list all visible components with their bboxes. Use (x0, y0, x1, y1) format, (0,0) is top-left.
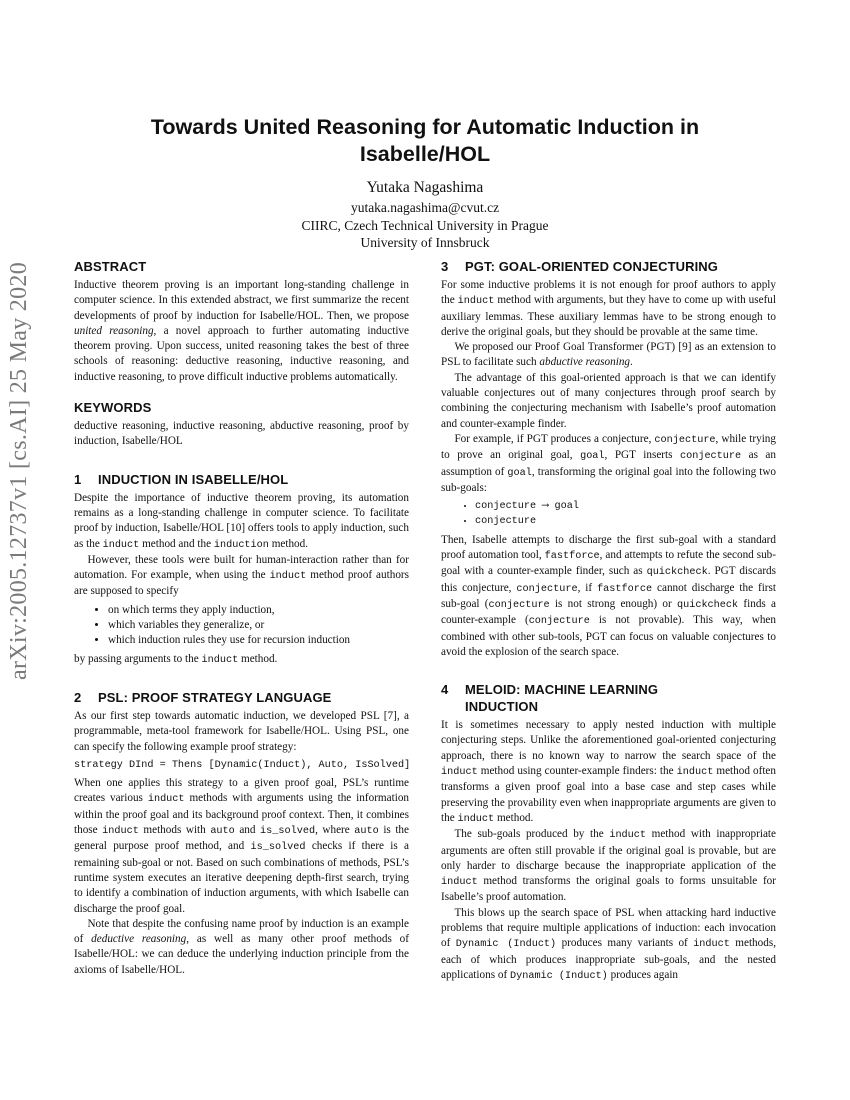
section-3-heading: 3 PGT: GOAL-ORIENTED CONJECTURING (441, 259, 718, 274)
section-1-paragraph-2: However, these tools were built for human-interaction rather than for automation. For example, when using the induct method proof authors are supposed to specify (74, 553, 409, 598)
section-1-paragraph-1: Despite the importance of inductive theorem proving, its automation remains as a long-standing challenge in computer science. To facilitate proof by induction, Isabelle/HOL [10] offers tools to apply induction, such as the induct method and the induction method. (74, 491, 409, 551)
author-block (200, 178, 650, 252)
abstract-paragraph: Inductive theorem proving is an important long-standing challenge in computer science. In this extended abstract, we first summarize the recent developments of proof by induction for Isabelle/HOL. Then, we propose united reasoning, a novel approach to further automating inductive theorem proving. Upon success, united reasoning takes the best of three schools of reasoning: deductive reasoning, inductive reasoning, and inductive reasoning, to prove difficult inductive problems automatically. (74, 279, 409, 383)
section-4-paragraph-1: It is sometimes necessary to apply nested induction with multiple conjecturing steps. Unlike the aforementioned goal-oriented conjecturing approach, there is no known way to narrow the search space of the induct method using counter-example finders: the induct method often transforms a given proof goal into a base case and step cases while preserving the provability even when inappropriate arguments are given to the induct method. (441, 719, 776, 825)
author-name: Yutaka Nagashima (366, 179, 484, 196)
author-affiliation-1: CIIRC, Czech Technical University in Prague (301, 217, 549, 233)
author-affiliation-2: University of Innsbruck (360, 235, 490, 250)
left-column (74, 258, 409, 978)
section-2-paragraph-3: Note that despite the confusing name proof by induction is an example of deductive reasoning, as well as many other proof methods of Isabelle/HOL: we can deduce the underlying induction principle from the axioms of Isabelle/HOL. (74, 917, 409, 976)
section-1-paragraph-3: by passing arguments to the induct method. (74, 652, 278, 666)
section-3-paragraph-4: For example, if PGT produces a conjecture, conjecture, while trying to prove an original goal, goal, PGT inserts conjecture as an assumption of goal, transforming the original goal into the following two sub-goals: (441, 432, 776, 494)
list-item: • which induction rules they use for recursion induction (108, 633, 409, 648)
section-1-bullet-list (74, 603, 409, 649)
keywords-text: deductive reasoning, inductive reasoning, abductive reasoning, proof by induction, Isabelle/HOL (74, 420, 409, 448)
section-3-paragraph-1: For some inductive problems it is not enough for proof authors to apply the induct method with arguments, but they have to come up with useful auxiliary lemmas. These auxiliary lemmas have to be strong enough to derive the original goals, but they should be provable at the same time. (441, 279, 776, 338)
right-column (441, 258, 776, 984)
list-item: • conjecture (475, 514, 776, 529)
arxiv-identifier-stamp: arXiv:2005.12737v1 [cs.AI] 25 May 2020 (6, 261, 32, 680)
paper-title: Towards United Reasoning for Automatic Induction in Isabelle/HOL (150, 115, 700, 166)
strategy-code-line: strategy DInd = Thens [Dynamic(Induct), Auto, IsSolved] (74, 759, 411, 771)
section-1-heading: 1 INDUCTION IN ISABELLE/HOL (74, 471, 289, 487)
section-2-heading: 2 PSL: PROOF STRATEGY LANGUAGE (74, 689, 332, 705)
section-4-heading: 4 MELOID: MACHINE LEARNING INDUCTION (441, 682, 659, 715)
section-3-subgoal-list (441, 499, 776, 530)
section-3-paragraph-5: Then, Isabelle attempts to discharge the first sub-goal with a standard proof automation tool, fastforce, and attempts to refute the second sub-goal with a counter-example finder, such as quickcheck. PGT discards this conjecture, conjecture, if fastforce cannot discharge the first sub-goal (conjecture is not strong enough) or quickcheck finds a counter-example (conjecture is not provable). This way, when combined with other sub-tools, PGT can focus on valuable conjectures to avoid the explosion of the search space. (441, 533, 777, 658)
section-4-paragraph-2: The sub-goals produced by the induct method with inappropriate arguments are often still provable if the original goal is provable, but are only harder to discharge because the inappropriate application of the induct method transforms the original goals to forms unsuitable for Isabelle’s proof automation. (441, 828, 776, 904)
list-item: • conjecture ⟶ goal (475, 499, 776, 514)
list-item: • which variables they generalize, or (108, 618, 409, 633)
section-3-paragraph-3: The advantage of this goal-oriented approach is that we can identify valuable conjectures out of many conjectures through proof search by combining the conjecturing mechanism with Isabelle’s proof automation and counter-example finder. (441, 371, 776, 430)
author-email: yutaka.nagashima@cvut.cz (350, 200, 500, 215)
keywords-heading: KEYWORDS (74, 400, 152, 416)
section-3-paragraph-2: We proposed our Proof Goal Transformer (PGT) [9] as an extension to PSL to facilitate such abductive reasoning. (441, 341, 776, 369)
abstract-heading: ABSTRACT (74, 259, 147, 274)
section-4-paragraph-3: This blows up the search space of PSL when attacking hard inductive problems that require multiple applications of induction: each invocation of Dynamic (Induct) produces many variants of induct methods, each of which produces inappropriate sub-goals, and the nested applications of Dynamic (Induct) produces again (441, 906, 776, 982)
section-2-paragraph-2: When one applies this strategy to a given proof goal, PSL’s runtime creates various induct methods with arguments using the information within the proof goal and its background proof context. Then, it combines those induct methods with auto and is_solved, where auto is the general purpose proof method, and is_solved checks if there is a remaining sub-goal or not. Based on such combinations of methods, PSL’s runtime system executes an iterative deepening depth-first search, trying to identify a combination of induction arguments, with which Isabelle can discharge the proof goal. (74, 777, 410, 915)
section-2-paragraph-1: As our first step towards automatic induction, we developed PSL [7], a programmable, meta-tool framework for Isabelle/HOL. Using PSL, one can specify the following example proof strategy: (74, 709, 409, 753)
list-item: • on which terms they apply induction, (108, 603, 409, 618)
